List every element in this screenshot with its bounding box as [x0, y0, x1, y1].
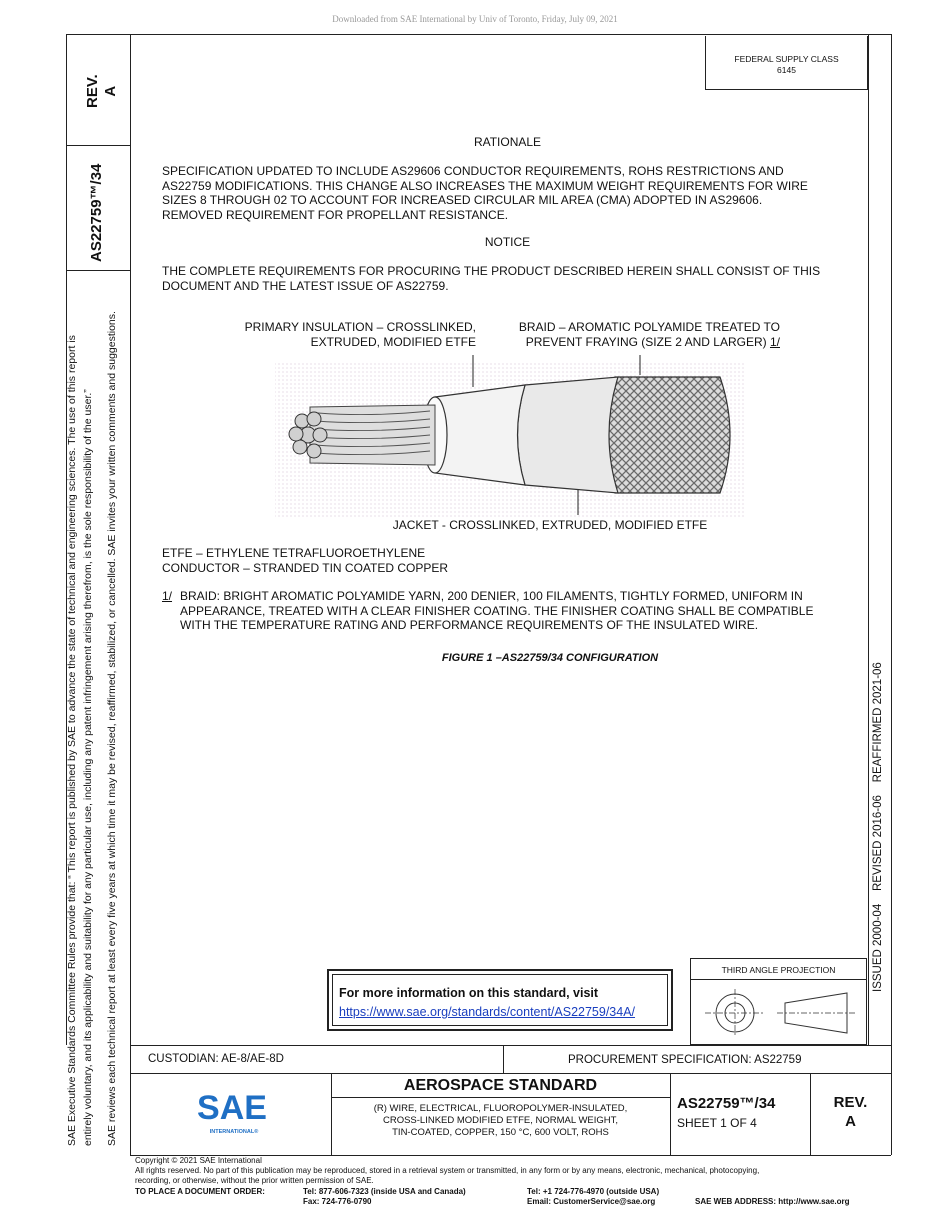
tel-us: Tel: 877-606-7323 (inside USA and Canada): [303, 1187, 466, 1196]
footnote-body: [180, 589, 860, 633]
callout-braid-line-1: BRAID – AROMATIC POLYAMIDE TREATED TO: [518, 320, 780, 334]
third-angle-label: THIRD ANGLE PROJECTION: [721, 965, 836, 975]
notice-line: THE COMPLETE REQUIREMENTS FOR PROCURING THE PRODUCT DESCRIBED HEREIN SHALL CONSIST OF THIS: [162, 264, 821, 278]
footer-rights-line: recording, or otherwise, without the prior written permission of SAE.: [135, 1176, 374, 1185]
tb-right: [891, 1045, 892, 1155]
history-dates: ISSUED 2000-04 REVISED 2016-06 REAFFIRMED 2021-06: [872, 662, 884, 992]
download-note: Downloaded from SAE International by Univ of Toronto, Friday, July 09, 2021: [332, 14, 618, 24]
side-rev-value: A: [102, 85, 119, 97]
supply-class-label: FEDERAL SUPPLY CLASS: [734, 54, 839, 64]
document-description: [331, 1103, 670, 1139]
side-doc-number: AS22759™/34: [88, 163, 105, 262]
notice-body: [162, 264, 862, 293]
sae-logo: [196, 1085, 268, 1137]
custodian: CUSTODIAN: AE-8/AE-8D: [148, 1053, 284, 1065]
footer-copyright: Copyright © 2021 SAE International: [135, 1156, 262, 1165]
fax: Fax: 724-776-0790: [303, 1197, 372, 1206]
procurement-spec: PROCUREMENT SPECIFICATION: AS22759: [568, 1054, 802, 1066]
callout-insulation: [200, 320, 476, 349]
tb-mid: [130, 1073, 891, 1074]
info-link[interactable]: https://www.sae.org/standards/content/AS22759/34A/: [339, 1005, 636, 1019]
footer-rights-line: All rights reserved. No part of this publication may be reproduced, stored in a retrieval system or transmitted, in any form or by any means, electronic, mechanical, photocopying,: [135, 1166, 760, 1175]
rationale-line: AS22759 MODIFICATIONS. THIS CHANGE ALSO INCREASES THE MAXIMUM WEIGHT REQUIREMENTS FOR WIRE: [162, 178, 808, 193]
rationale-line: REMOVED REQUIREMENT FOR PROPELLANT RESISTANCE.: [162, 207, 509, 222]
tel-intl: Tel: +1 724-776-4970 (outside USA): [527, 1187, 660, 1196]
supply-class-value: 6145: [777, 65, 796, 75]
side-rev: [84, 74, 120, 108]
tb-rev-label: REV.: [833, 1094, 868, 1111]
tb-left: [130, 1045, 131, 1155]
footnote-mark: 1/: [162, 589, 173, 603]
frame-rev-divider: [66, 145, 130, 146]
notice-heading: NOTICE: [484, 235, 531, 249]
description-line: (R) WIRE, ELECTRICAL, FLUOROPOLYMER-INSULATED,: [373, 1103, 628, 1114]
tb-div-custodian: [503, 1045, 504, 1073]
email[interactable]: Email: CustomerService@sae.org: [527, 1197, 656, 1206]
third-angle-divider: [691, 979, 866, 980]
rationale-line: SIZES 8 THROUGH 02 TO ACCOUNT FOR INCREASED CIRCULAR MIL AREA (CMA) ADOPTED IN AS29606.: [162, 193, 763, 207]
callout-braid-note: 1/: [769, 334, 780, 349]
standard-type: AEROSPACE STANDARD: [403, 1077, 598, 1094]
rationale-heading: RATIONALE: [473, 135, 542, 149]
disclaimer-line-3: SAE reviews each technical report at least every five years at which time it may be revised, reaffirmed, stabilized, or cancelled. SAE invites your written comments and suggestions.: [106, 311, 118, 1146]
info-title: For more information on this standard, visit: [339, 986, 599, 1000]
rationale-body: [162, 164, 862, 222]
tb-rev-value: A: [845, 1113, 856, 1130]
tb-doc-number: AS22759™/34: [677, 1095, 776, 1112]
frame-top: [66, 34, 891, 35]
svg-text:SAE: SAE: [197, 1089, 267, 1127]
footnote-line: APPEARANCE, TREATED WITH A CLEAR FINISHER COATING. THE FINISHER COATING SHALL BE COMPATIBLE: [180, 603, 814, 618]
footnote-line: BRAID: BRIGHT AROMATIC POLYAMIDE YARN, 200 DENIER, 100 FILAMENTS, TIGHTLY FORMED, UNIFORM IN: [180, 589, 803, 603]
braid-layer: [605, 377, 730, 493]
callout-insulation-line-1: PRIMARY INSULATION – CROSSLINKED,: [244, 320, 476, 334]
disclaimer-line-2: entirely voluntary, and its applicability and suitability for any particular use, including any patent infringement arising therefrom, is the sole responsibility of the user.”: [82, 389, 94, 1146]
frame-docnum-divider: [66, 270, 130, 271]
web-address[interactable]: SAE WEB ADDRESS: http://www.sae.org: [695, 1197, 850, 1206]
supply-class-box: [705, 36, 868, 90]
tb-sheet: SHEET 1 OF 4: [677, 1116, 757, 1130]
frame-inner-left: [130, 34, 131, 1045]
callout-braid-line-2: PREVENT FRAYING (SIZE 2 AND LARGER): [525, 334, 767, 349]
description-line: CROSS-LINKED MODIFIED ETFE, NORMAL WEIGHT,: [382, 1115, 619, 1126]
tb-rev: [810, 1093, 891, 1131]
callout-insulation-line-2: EXTRUDED, MODIFIED ETFE: [310, 334, 476, 349]
sae-logo-icon: [196, 1085, 268, 1137]
info-box: [327, 969, 673, 1031]
footer: [135, 1156, 895, 1186]
callout-braid: [500, 320, 780, 349]
tb-top: [130, 1045, 891, 1046]
legend-conductor: CONDUCTOR – STRANDED TIN COATED COPPER: [162, 561, 449, 575]
projection-symbol-icon: [699, 987, 859, 1039]
frame-inner-right: [868, 34, 869, 1045]
frame-right: [891, 34, 892, 1045]
side-rev-label: REV.: [84, 74, 101, 108]
callout-jacket: JACKET - CROSSLINKED, EXTRUDED, MODIFIED ETFE: [392, 518, 708, 532]
description-line: TIN-COATED, COPPER, 150 °C, 600 VOLT, ROHS: [392, 1127, 609, 1138]
rationale-line: SPECIFICATION UPDATED TO INCLUDE AS29606 CONDUCTOR REQUIREMENTS, ROHS RESTRICTIONS AND: [162, 164, 784, 178]
notice-line: DOCUMENT AND THE LATEST ISSUE OF AS22759.: [162, 278, 449, 293]
legend-etfe: ETFE – ETHYLENE TETRAFLUOROETHYLENE: [162, 546, 426, 560]
third-angle-box: [690, 958, 867, 1045]
jacket-layer: [518, 377, 619, 493]
tb-div-desc: [670, 1073, 671, 1155]
footnote-line: WITH THE TEMPERATURE RATING AND PERFORMANCE REQUIREMENTS OF THE INSULATED WIRE.: [180, 618, 759, 632]
wire-illustration: [270, 355, 750, 525]
tb-div-standard: [331, 1097, 670, 1098]
svg-text:INTERNATIONAL®: INTERNATIONAL®: [209, 1129, 259, 1135]
order-label: TO PLACE A DOCUMENT ORDER:: [135, 1187, 265, 1196]
figure-caption: FIGURE 1 –AS22759/34 CONFIGURATION: [441, 652, 659, 664]
disclaimer-line-1: SAE Executive Standards Committee Rules provide that: “ This report is published by SAE to advance the state of technical and engineering sciences. The use of this report is: [66, 335, 78, 1146]
